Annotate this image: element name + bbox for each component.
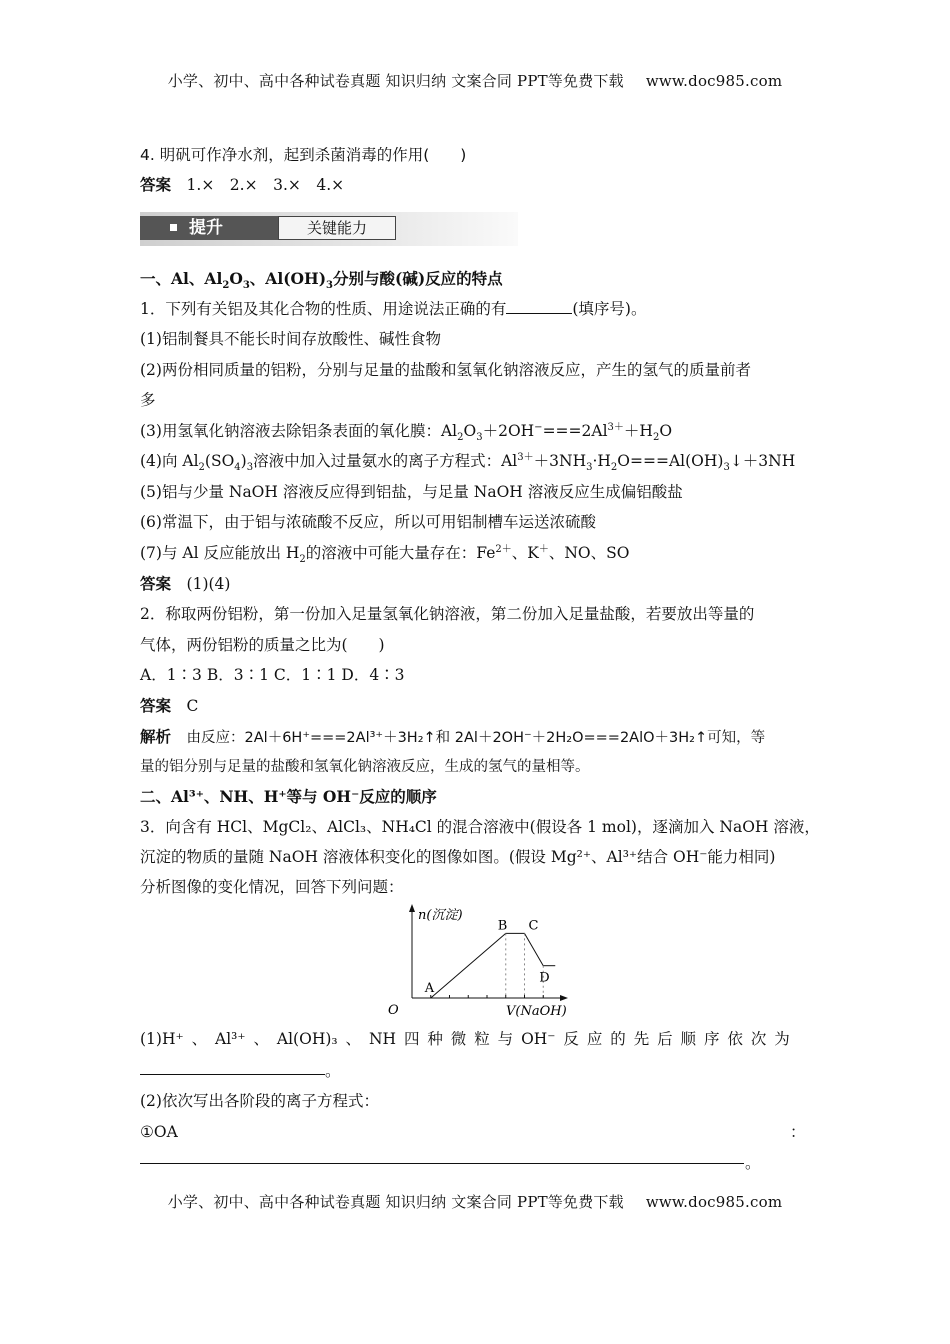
point-label-d: D — [539, 970, 550, 986]
y-axis-label: n(沉淀) — [418, 908, 463, 923]
i3a: (3)用氢氧化钠溶液去除铝条表面的氧化膜：Al — [140, 422, 458, 440]
point-label-c: C — [528, 918, 539, 934]
answer-blank-2[interactable] — [140, 1163, 744, 1164]
q1-item-4: (4)向 $Al_2(SO_4)_3$溶液中加入过量氨水的离子方程式：$Al^{3+}+3NH_3\cdot H_2O===Al(OH)_3↓+3NH$ — [140, 451, 796, 474]
footer-url[interactable]: www.doc985.com — [645, 1193, 783, 1211]
i7d: 、NO、SO — [548, 544, 630, 562]
header-url[interactable]: www.doc985.com — [645, 72, 783, 90]
s1-post: 分别与酸(碱)反应的特点 — [333, 269, 503, 288]
i4d: 溶液中加入过量氨水的离子方程式：Al — [253, 452, 518, 470]
answer-q2 — [140, 695, 198, 717]
x-axis-label: V(NaOH) — [506, 1004, 567, 1019]
header-text: 小学、初中、高中各种试卷真题 知识归纳 文案合同 PPT等免费下载 — [167, 72, 624, 90]
i4h: ↓＋3NH — [729, 452, 796, 470]
i4b: (SO — [204, 452, 235, 470]
q1-item-6: (6)常温下，由于铝与浓硫酸不反应，所以可用铝制槽车运送浓硫酸 — [140, 513, 596, 531]
q3-line-3: 分析图像的变化情况，回答下列问题： — [140, 878, 404, 896]
i4e: ＋3NH — [533, 452, 587, 470]
q1-item-7: (7)与 Al 反应能放出 $H_2$的溶液中可能大量存在：$Fe^{2+}$、K＋、NO、SO — [140, 543, 630, 566]
section-2-title: 二、Al³⁺、NH、H⁺等与 OH⁻反应的顺序 — [140, 787, 437, 806]
answer-text: (1)(4) — [186, 575, 231, 593]
banner-left-label: 提升 — [189, 218, 223, 238]
q1-item-3: (3)用氢氧化钠溶液去除铝条表面的氧化膜：$Al_2O_3+2OH^-===2Al^{3+}+H_2O$ — [140, 421, 673, 444]
i3b: ＋2OH — [482, 422, 535, 440]
section-banner — [140, 212, 518, 246]
q3-sub-1-end: 。 — [325, 1062, 341, 1080]
i4f: ·H — [592, 452, 611, 470]
q3-line-1: 3．向含有 HCl、MgCl₂、AlCl₃、NH₄Cl 的混合溶液中(假设各 1 mol)，逐滴加入 NaOH 溶液， — [140, 818, 820, 836]
analysis-line-2: 量的铝分别与足量的盐酸和氢氧化钠溶液反应，生成的氢气的量相等。 — [140, 759, 590, 775]
square-icon — [170, 224, 177, 231]
y-axis-arrow — [409, 904, 415, 912]
page-header — [0, 70, 950, 91]
answer-label: 答案 — [140, 176, 172, 194]
answer-blank-1[interactable] — [140, 1074, 325, 1075]
q3-sub-2-end: 。 — [745, 1154, 761, 1172]
fill-blank[interactable] — [506, 299, 572, 314]
x-axis-arrow — [560, 995, 568, 1001]
answer-text: 1.× 2.× 3.× 4.× — [186, 176, 345, 194]
section-1-title: 一、Al、$Al_2O_3$、$Al(OH)_3$分别与酸(碱)反应的特点 — [140, 269, 503, 292]
point-label-b: B — [497, 918, 508, 934]
q2-options: A．1∶3 B．3∶1 C．1∶1 D．4∶3 — [140, 666, 405, 684]
analysis-label: 解析 — [140, 728, 172, 746]
i7c: 、K — [511, 544, 539, 562]
q2-line-1: 2．称取两份铝粉，第一份加入足量氢氧化钠溶液，第二份加入足量盐酸，若要放出等量的 — [140, 605, 755, 623]
q3-line-2: 沉淀的物质的量随 NaOH 溶液体积变化的图像如图。(假设 Mg²⁺、Al³⁺结合 OH⁻能力相同) — [140, 848, 776, 866]
q3-sub-1: (1)H⁺ 、 Al³⁺ 、 Al(OH)₃ 、 NH 四 种 微 粒 与 OH⁻ 反 应 的 先 后 顺 序 依 次 为 — [140, 1030, 790, 1048]
banner-left — [140, 216, 278, 240]
q1-item-5: (5)铝与少量 NaOH 溶液反应得到铝盐，与足量 NaOH 溶液反应生成偏铝酸盐 — [140, 483, 683, 501]
s1-mid2: 、Al(OH) — [249, 269, 327, 288]
q2-line-2: 气体，两份铝粉的质量之比为( ) — [140, 636, 385, 654]
i7a: (7)与 Al 反应能放出 H — [140, 544, 300, 562]
answer-block-1 — [140, 174, 344, 196]
footer-text: 小学、初中、高中各种试卷真题 知识归纳 文案合同 PPT等免费下载 — [167, 1193, 624, 1211]
analysis-text-1: 由反应：2Al＋6H⁺===2Al³⁺＋3H₂↑和 2Al＋2OH⁻＋2H₂O===2AlO＋3H₂↑可知，等 — [186, 730, 766, 746]
i4a: (4)向 Al — [140, 452, 199, 470]
q1-item-2a: (2)两份相同质量的铝粉，分别与足量的盐酸和氢氧化钠溶液反应，产生的氢气的质量前者 — [140, 361, 751, 379]
s1-pre: 一、Al、Al — [140, 269, 223, 288]
q3-sub-2: (2)依次写出各阶段的离子方程式： — [140, 1092, 379, 1110]
q1-item-2b: 多 — [140, 391, 156, 409]
precipitate-chart — [368, 902, 578, 1022]
q1-stem-post: (填序号)。 — [572, 300, 647, 318]
answer-label: 答案 — [140, 697, 172, 715]
i4g: O===Al(OH) — [617, 452, 724, 470]
i3c: ===2Al — [542, 422, 608, 440]
analysis-line-1 — [140, 726, 765, 749]
q3-sub-2-oa: ①OA — [140, 1123, 178, 1141]
answer-text: C — [186, 697, 199, 715]
page-footer — [0, 1191, 950, 1212]
banner-right: 关键能力 — [278, 216, 396, 240]
i4c: ) — [240, 452, 247, 470]
q3-sub-2-colon: ： — [790, 1123, 806, 1141]
point-label-a: A — [424, 981, 435, 996]
origin-label: O — [388, 1003, 399, 1018]
i7b: 的溶液中可能大量存在：Fe — [305, 544, 496, 562]
q1-stem-pre: 1．下列有关铝及其化合物的性质、用途说法正确的有 — [140, 300, 507, 318]
precipitate-curve — [431, 933, 544, 998]
answer-label: 答案 — [140, 575, 172, 593]
question-4: 4. 明矾可作净水剂，起到杀菌消毒的作用( ) — [140, 146, 467, 164]
i3d: ＋H — [623, 422, 653, 440]
s1-mid1: O — [229, 269, 243, 288]
answer-q1 — [140, 573, 230, 595]
q1-item-1: (1)铝制餐具不能长时间存放酸性、碱性食物 — [140, 330, 441, 348]
i3e: O — [659, 422, 673, 440]
q1-stem — [140, 298, 646, 320]
